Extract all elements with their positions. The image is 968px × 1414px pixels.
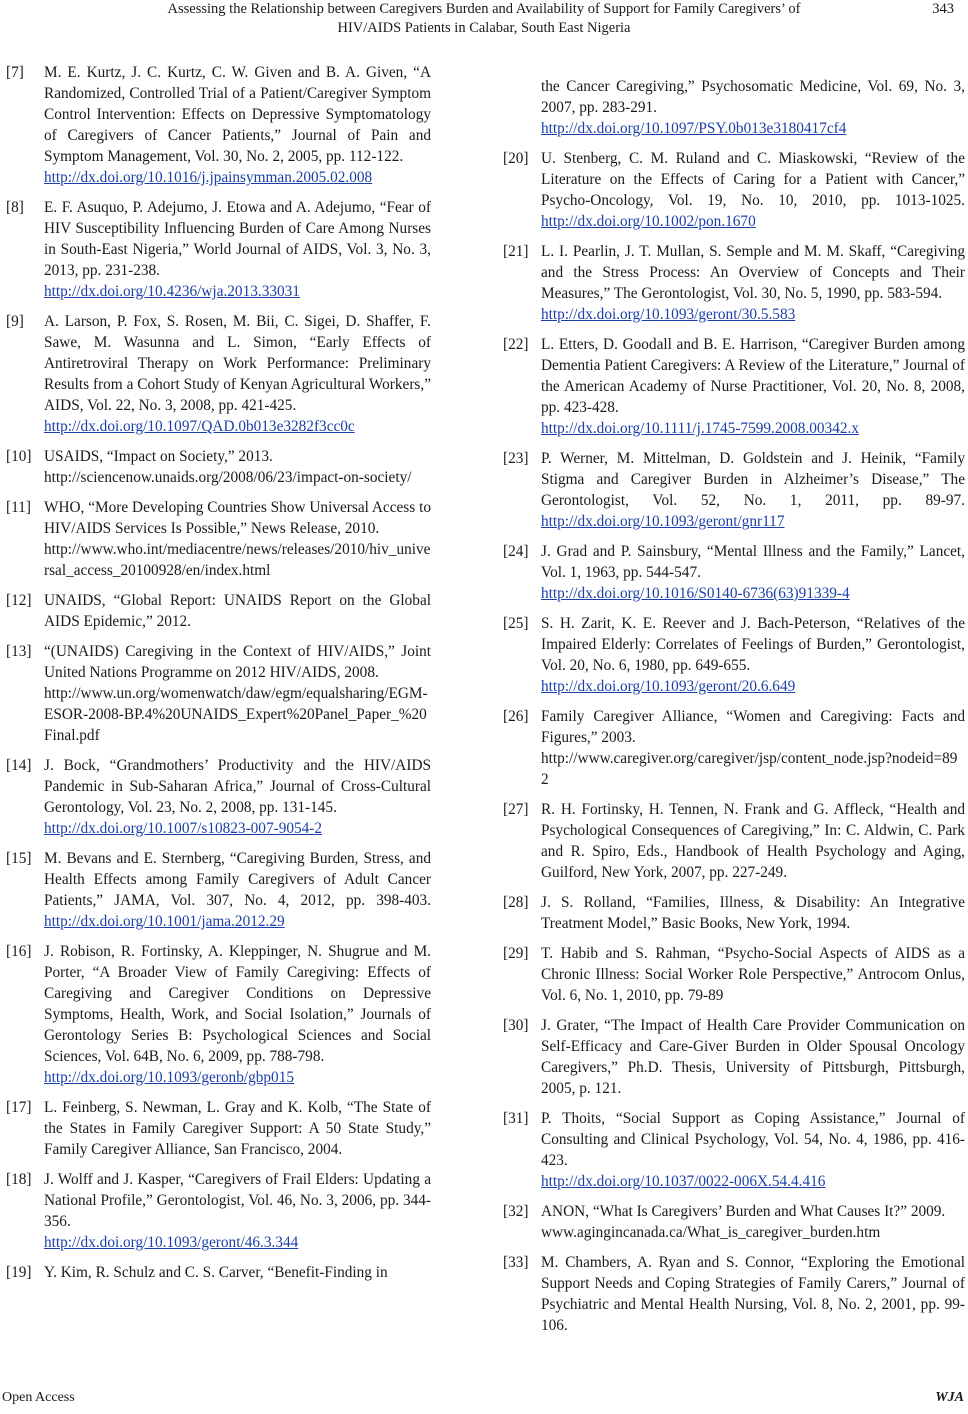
reference-doi-link[interactable]: http://dx.doi.org/10.1097/QAD.0b013e3282f3cc0c	[44, 418, 355, 435]
reference-doi-link[interactable]: http://dx.doi.org/10.1037/0022-006X.54.4.416	[541, 1173, 826, 1190]
reference-body	[541, 1015, 965, 1099]
reference-number: [11]	[6, 499, 31, 516]
reference-doi-link[interactable]: http://dx.doi.org/10.1111/j.1745-7599.2008.00342.x	[541, 420, 859, 437]
reference-url-text: http://sciencenow.unaids.org/2008/06/23/impact-on-society/	[44, 469, 412, 486]
reference-url-text: http://www.un.org/womenwatch/daw/egm/equalsharing/EGM-ESOR-2008-BP.4%20UNAIDS_Expert%20Panel_Paper_%20Final.pdf	[44, 685, 428, 744]
reference-number: [32]	[503, 1203, 529, 1220]
reference-doi-link[interactable]: http://dx.doi.org/10.4236/wja.2013.33031	[44, 283, 300, 300]
reference-number: [23]	[503, 450, 529, 467]
reference-item	[6, 197, 431, 302]
reference-body	[541, 241, 965, 325]
reference-item	[6, 446, 431, 488]
reference-number: [25]	[503, 615, 529, 632]
reference-number: [26]	[503, 708, 529, 725]
reference-item	[503, 892, 965, 934]
reference-body	[541, 1252, 965, 1336]
reference-doi-link[interactable]: http://dx.doi.org/10.1016/S0140-6736(63)91339-4	[541, 585, 850, 602]
reference-item	[503, 448, 965, 532]
reference-item	[6, 1097, 431, 1160]
reference-text: R. H. Fortinsky, H. Tennen, N. Frank and G. Affleck, “Health and Psychological Consequences of Caregiving,” In: C. Aldwin, C. Park and R. Spiro, Eds., Handbook of Health Psychology and Aging, Guilford, New York, 2007, pp. 227-249.	[541, 801, 965, 881]
reference-text: L. Feinberg, S. Newman, L. Gray and K. Kolb, “The State of the States in Family Caregiver Support: A 50 State Study,” Family Caregiver Alliance, San Francisco, 2004.	[44, 1099, 431, 1158]
reference-body	[541, 1108, 965, 1192]
reference-text: J. Robison, R. Fortinsky, A. Kleppinger, N. Shugrue and M. Porter, “A Broader View of Family Caregiving: Effects of Caregiving and Caregiver Conditions on Depressive Symptoms, Health, Work, and Social Isolation,” Journals of Gerontology Series B: Psychological Sciences and Social Sciences, Vol. 64B, No. 6, 2009, pp. 788-798.	[44, 943, 431, 1065]
reference-text: S. H. Zarit, K. E. Reever and J. Bach-Peterson, “Relatives of the Impaired Elderly: Correlates of Feelings of Burden,” Gerontologist, Vol. 20, No. 6, 1980, pp. 649-655.	[541, 615, 965, 674]
reference-url-text: http://www.caregiver.org/caregiver/jsp/content_node.jsp?nodeid=892	[541, 750, 958, 788]
reference-body	[541, 706, 965, 790]
reference-text: U. Stenberg, C. M. Ruland and C. Miaskowski, “Review of the Literature on the Effects of Caring for a Patient with Cancer,” Psycho-Oncology, Vol. 19, No. 10, 2010, pp. 1013-1025.	[541, 150, 965, 209]
page-footer	[0, 1384, 968, 1414]
reference-body	[44, 641, 431, 746]
reference-column-left	[6, 62, 431, 1292]
reference-item	[503, 1252, 965, 1336]
reference-body	[44, 1262, 431, 1283]
reference-item	[503, 943, 965, 1006]
reference-item	[6, 641, 431, 746]
reference-body	[44, 311, 431, 437]
reference-body	[541, 148, 965, 232]
reference-body	[44, 497, 431, 581]
reference-number: [9]	[6, 313, 24, 330]
reference-text: “(UNAIDS) Caregiving in the Context of HIV/AIDS,” Joint United Nations Programme on 2012 HIV/AIDS, 2008.	[44, 643, 431, 681]
reference-text: Family Caregiver Alliance, “Women and Caregiving: Facts and Figures,” 2003.	[541, 708, 965, 746]
reference-number: [10]	[6, 448, 32, 465]
reference-number: [13]	[6, 643, 32, 660]
reference-body	[44, 1169, 431, 1253]
reference-number: [29]	[503, 945, 529, 962]
reference-text: M. Chambers, A. Ryan and S. Connor, “Exploring the Emotional Support Needs and Coping Strategies of Family Carers,” Journal of Psychiatric and Mental Health Nursing, Vol. 8, No. 2, 2001, pp. 99-106.	[541, 1254, 965, 1334]
reference-body	[44, 62, 431, 188]
reference-number: [30]	[503, 1017, 529, 1034]
header-title-line-1: Assessing the Relationship between Caregivers Burden and Availability of Support for Family Caregivers’ of	[167, 1, 801, 17]
reference-text: the Cancer Caregiving,” Psychosomatic Medicine, Vol. 69, No. 3, 2007, pp. 283-291.	[541, 78, 965, 116]
reference-number: [22]	[503, 336, 529, 353]
reference-text: T. Habib and S. Rahman, “Psycho-Social Aspects of AIDS as a Chronic Illness: Social Worker Role Perspective,” Antrocom Onlus, Vol. 6, No. 1, 2010, pp. 79-89	[541, 945, 965, 1004]
page-number: 343	[932, 1, 954, 17]
reference-item	[503, 76, 965, 139]
reference-column-right	[503, 76, 965, 1345]
reference-body	[541, 892, 965, 934]
reference-item	[503, 241, 965, 325]
reference-number: [15]	[6, 850, 32, 867]
reference-url-text: www.agingincanada.ca/What_is_caregiver_burden.htm	[541, 1224, 881, 1241]
reference-body	[44, 197, 431, 302]
reference-text: WHO, “More Developing Countries Show Universal Access to HIV/AIDS Services Is Possible,” News Release, 2010.	[44, 499, 431, 537]
reference-number: [27]	[503, 801, 529, 818]
footer-journal-abbrev: WJA	[935, 1390, 964, 1405]
reference-number: [17]	[6, 1099, 32, 1116]
reference-text: P. Thoits, “Social Support as Coping Assistance,” Journal of Consulting and Clinical Psychology, Vol. 54, No. 4, 1986, pp. 416-423.	[541, 1110, 965, 1169]
reference-text: L. Etters, D. Goodall and B. E. Harrison, “Caregiver Burden among Dementia Patient Caregivers: A Review of the Literature,” Journal of the American Academy of Nurse Practitioner, Vol. 20, No. 8, 2008, pp. 423-428.	[541, 336, 965, 416]
reference-body	[44, 941, 431, 1088]
reference-body	[541, 448, 965, 532]
reference-doi-link[interactable]: http://dx.doi.org/10.1093/geront/20.6.649	[541, 678, 796, 695]
reference-doi-link[interactable]: http://dx.doi.org/10.1016/j.jpainsymman.2005.02.008	[44, 169, 373, 186]
reference-doi-link[interactable]: http://dx.doi.org/10.1097/PSY.0b013e3180417cf4	[541, 120, 847, 137]
reference-doi-link[interactable]: http://dx.doi.org/10.1093/geront/gnr117	[541, 513, 785, 530]
reference-doi-link[interactable]: http://dx.doi.org/10.1093/geronb/gbp015	[44, 1069, 294, 1086]
reference-text: ANON, “What Is Caregivers’ Burden and What Causes It?” 2009.	[541, 1203, 946, 1220]
reference-text: J. S. Rolland, “Families, Illness, & Disability: An Integrative Treatment Model,” Basic Books, New York, 1994.	[541, 894, 965, 932]
reference-doi-link[interactable]: http://dx.doi.org/10.1093/geront/46.3.344	[44, 1234, 299, 1251]
reference-item	[503, 706, 965, 790]
reference-body	[541, 76, 965, 139]
reference-text: P. Werner, M. Mittelman, D. Goldstein and J. Heinik, “Family Stigma and Caregiver Burden in Alzheimer’s Disease,” The Gerontologist, Vol. 52, No. 1, 2011, pp. 89-97.	[541, 450, 965, 509]
reference-number: [33]	[503, 1254, 529, 1271]
header-title-line-2: HIV/AIDS Patients in Calabar, South East Nigeria	[337, 20, 631, 36]
reference-item	[503, 148, 965, 232]
reference-body	[541, 1201, 965, 1243]
reference-item	[503, 1108, 965, 1192]
reference-body	[541, 613, 965, 697]
reference-item	[6, 755, 431, 839]
reference-item	[6, 941, 431, 1088]
reference-number: [12]	[6, 592, 32, 609]
reference-item	[6, 1169, 431, 1253]
reference-item	[503, 334, 965, 439]
reference-number: [20]	[503, 150, 529, 167]
reference-item	[6, 497, 431, 581]
reference-item	[6, 1262, 431, 1283]
reference-text: L. I. Pearlin, J. T. Mullan, S. Semple and M. M. Skaff, “Caregiving and the Stress Process: An Overview of Concepts and Their Measures,” The Gerontologist, Vol. 30, No. 5, 1990, pp. 583-594.	[541, 243, 965, 302]
reference-text: J. Grad and P. Sainsbury, “Mental Illness and the Family,” Lancet, Vol. 1, 1963, pp. 544-547.	[541, 543, 965, 581]
reference-number: [7]	[6, 64, 24, 81]
reference-number: [19]	[6, 1264, 32, 1281]
reference-doi-link[interactable]: http://dx.doi.org/10.1001/jama.2012.29	[44, 913, 285, 930]
reference-number: [21]	[503, 243, 529, 260]
reference-number: [16]	[6, 943, 32, 960]
reference-text: M. Bevans and E. Sternberg, “Caregiving Burden, Stress, and Health Effects among Family Caregivers of Adult Cancer Patients,” JAMA, Vol. 307, No. 4, 2012, pp. 398-403.	[44, 850, 431, 909]
reference-item	[503, 541, 965, 604]
reference-body	[44, 590, 431, 632]
reference-doi-link[interactable]: http://dx.doi.org/10.1007/s10823-007-9054-2	[44, 820, 323, 837]
reference-body	[44, 446, 431, 488]
reference-number: [8]	[6, 199, 24, 216]
reference-body	[541, 334, 965, 439]
reference-item	[6, 311, 431, 437]
reference-body	[541, 799, 965, 883]
reference-body	[44, 848, 431, 932]
reference-number: [14]	[6, 757, 32, 774]
reference-body	[541, 541, 965, 604]
reference-doi-link[interactable]: http://dx.doi.org/10.1093/geront/30.5.583	[541, 306, 796, 323]
reference-text: E. F. Asuquo, P. Adejumo, J. Etowa and A. Adejumo, “Fear of HIV Susceptibility Influencing Burden of Care Among Nurses in South-East Nigeria,” World Journal of AIDS, Vol. 3, No. 3, 2013, pp. 231-238.	[44, 199, 431, 279]
reference-text: UNAIDS, “Global Report: UNAIDS Report on the Global AIDS Epidemic,” 2012.	[44, 592, 431, 630]
reference-body	[541, 943, 965, 1006]
reference-text: USAIDS, “Impact on Society,” 2013.	[44, 448, 273, 465]
reference-body	[44, 1097, 431, 1160]
reference-number: [31]	[503, 1110, 529, 1127]
reference-item	[6, 848, 431, 932]
reference-body	[44, 755, 431, 839]
reference-text: A. Larson, P. Fox, S. Rosen, M. Bii, C. Sigei, D. Shaffer, F. Sawe, M. Wasunna and L. Simon, “Early Effects of Antiretroviral Therapy on Work Performance: Preliminary Results from a Cohort Study of Kenyan Agricultural Workers,” AIDS, Vol. 22, No. 3, 2008, pp. 421-425.	[44, 313, 431, 414]
reference-number: [24]	[503, 543, 529, 560]
reference-item	[6, 590, 431, 632]
reference-number	[503, 76, 541, 139]
reference-text: Y. Kim, R. Schulz and C. S. Carver, “Benefit-Finding in	[44, 1264, 388, 1281]
reference-text: J. Wolff and J. Kasper, “Caregivers of Frail Elders: Updating a National Profile,” Gerontologist, Vol. 46, No. 3, 2006, pp. 344-356.	[44, 1171, 431, 1230]
reference-item	[503, 1201, 965, 1243]
reference-text: J. Bock, “Grandmothers’ Productivity and the HIV/AIDS Pandemic in Sub-Saharan Africa,” Journal of Cross-Cultural Gerontology, Vol. 23, No. 2, 2008, pp. 131-145.	[44, 757, 431, 816]
reference-number: [18]	[6, 1171, 32, 1188]
reference-item	[503, 799, 965, 883]
footer-open-access: Open Access	[2, 1390, 75, 1405]
running-header	[0, 0, 968, 44]
reference-text: J. Grater, “The Impact of Health Care Provider Communication on Self-Efficacy and Care-Giver Burden in Older Spousal Oncology Caregivers,” Ph.D. Thesis, University of Pittsburgh, Pittsburgh, 2005, p. 121.	[541, 1017, 965, 1097]
reference-number: [28]	[503, 894, 529, 911]
reference-text: M. E. Kurtz, J. C. Kurtz, C. W. Given and B. A. Given, “A Randomized, Controlled Trial of a Patient/Caregiver Symptom Control Intervention: Effects on Depressive Symptomatology of Caregivers of Cancer Patients,” Journal of Pain and Symptom Management, Vol. 30, No. 2, 2005, pp. 112-122.	[44, 64, 431, 165]
reference-item	[503, 1015, 965, 1099]
reference-url-text: http://www.who.int/mediacentre/news/releases/2010/hiv_universal_access_20100928/en/index.html	[44, 541, 431, 579]
reference-doi-link[interactable]: http://dx.doi.org/10.1002/pon.1670	[541, 213, 756, 230]
reference-item	[6, 62, 431, 188]
reference-item	[503, 613, 965, 697]
